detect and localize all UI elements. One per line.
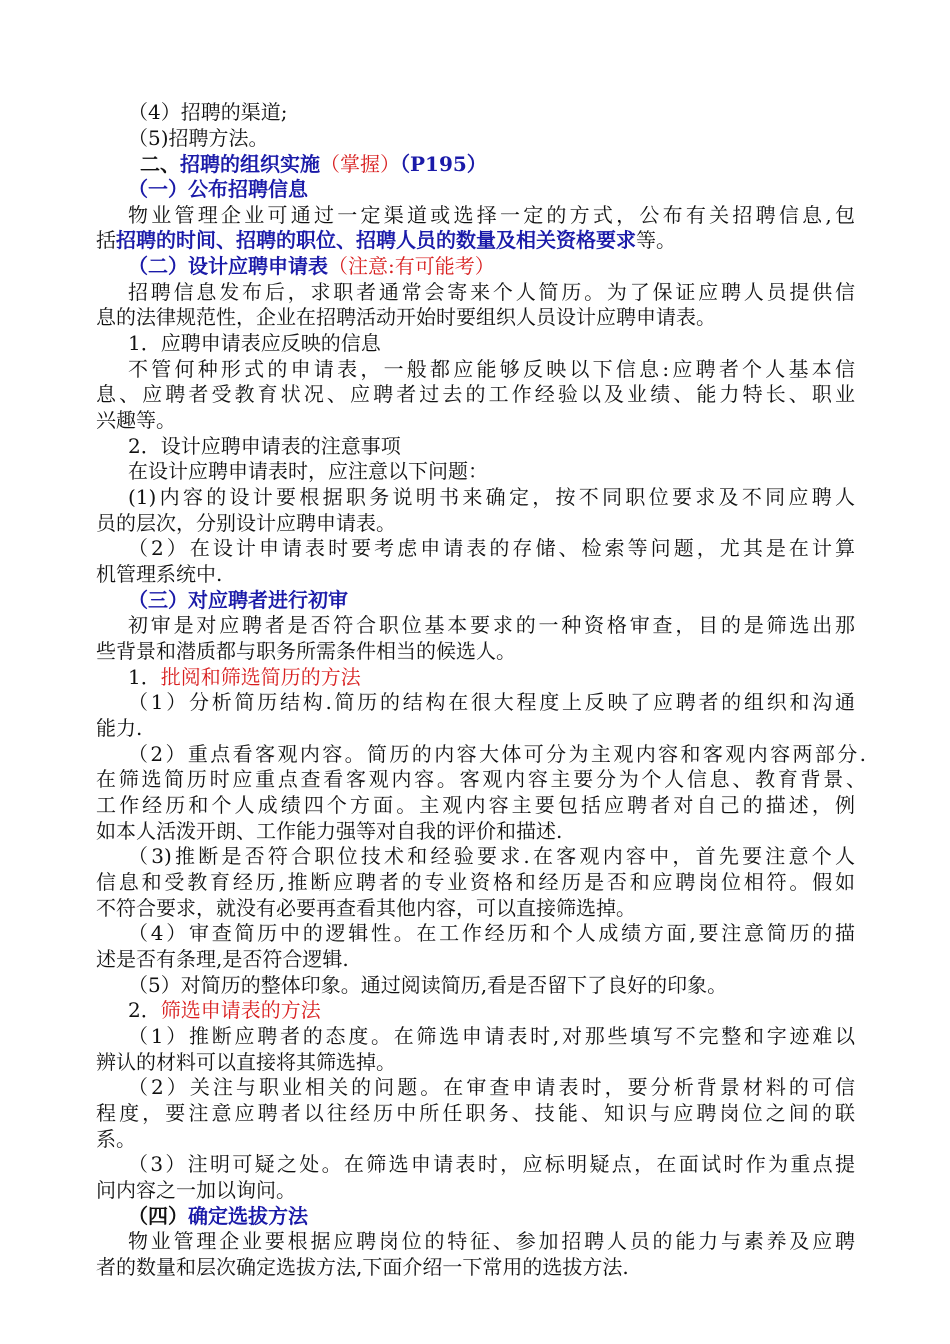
item-title: 批阅和筛选简历的方法 xyxy=(160,665,361,689)
paragraph-line: （3)推断是否符合职位技术和经验要求.在客观内容中，首先要注意个人 xyxy=(128,844,855,868)
paragraph-line: （2）重点看客观内容。简历的内容大体可分为主观内容和客观内容两部分. xyxy=(128,742,866,766)
paragraph-line: 在筛选简历时应重点查看客观内容。客观内容主要分为个人信息、教育背景、 xyxy=(96,767,866,791)
paragraph-line: 物业管理企业要根据应聘岗位的特征、参加招聘人员的能力与素养及应聘 xyxy=(128,1229,855,1253)
paragraph-line: （5）对简历的整体印象。通过阅读简历,看是否留下了良好的印象。 xyxy=(128,973,728,997)
paragraph-line: （2）关注与职业相关的问题。在审查申请表时，要分析背景材料的可信 xyxy=(128,1075,855,1099)
item-heading: 2．设计应聘申请表的注意事项 xyxy=(128,434,401,458)
highlight-text: 招聘的时间、招聘的职位、招聘人员的数量及相关资格要求 xyxy=(116,228,636,252)
page-reference: （P195） xyxy=(400,152,487,176)
section-number: 二、 xyxy=(140,152,180,176)
subheading-title: 确定选拔方法 xyxy=(188,1204,308,1228)
paragraph-line: 能力. xyxy=(96,716,143,740)
paragraph-line: 息的法律规范性，企业在招聘活动开始时要组织人员设计应聘申请表。 xyxy=(96,305,716,329)
paragraph-line: 不管何种形式的申请表，一般都应能够反映以下信息:应聘者个人基本信 xyxy=(128,357,855,381)
subheading-initial-review: （三）对应聘者进行初审 xyxy=(128,588,348,612)
paragraph-line: 些背景和潜质都与职务所需条件相当的候选人。 xyxy=(96,639,516,663)
text-span: 等。 xyxy=(636,228,676,252)
section-note: （掌握） xyxy=(320,152,400,176)
subheading-note: （注意:有可能考） xyxy=(328,254,495,278)
paragraph-line: 程度，要注意应聘者以往经历中所任职务、技能、知识与应聘岗位之间的联 xyxy=(96,1101,855,1125)
paragraph-line-highlight xyxy=(96,227,676,253)
paragraph-line: 在设计应聘申请表时，应注意以下问题： xyxy=(128,459,488,483)
paragraph-line: （3）注明可疑之处。在筛选申请表时，应标明疑点，在面试时作为重点提 xyxy=(128,1152,855,1176)
item-heading xyxy=(128,997,321,1023)
paragraph-line: 物业管理企业可通过一定渠道或选择一定的方式，公布有关招聘信息,包 xyxy=(128,203,855,227)
paragraph-line: 信息和受教育经历,推断应聘者的专业资格和经历是否和应聘岗位相符。假如 xyxy=(96,870,855,894)
item-heading xyxy=(128,664,361,690)
paragraph-line: （1）分析简历结构.简历的结构在很大程度上反映了应聘者的组织和沟通 xyxy=(128,690,855,714)
subheading-application-form xyxy=(128,253,495,279)
paragraph-line: 问内容之一加以询问。 xyxy=(96,1178,296,1202)
item-number: 1． xyxy=(128,665,161,689)
section-heading-2 xyxy=(140,151,487,177)
list-item-recruit-channel: （4）招聘的渠道; xyxy=(128,100,288,124)
paragraph-line: 初审是对应聘者是否符合职位基本要求的一种资格审查，目的是筛选出那 xyxy=(128,613,855,637)
paragraph-line: 不符合要求，就没有必要再查看其他内容，可以直接筛选掉。 xyxy=(96,896,636,920)
subheading-title: （二）设计应聘申请表 xyxy=(128,254,328,278)
paragraph-line: 员的层次，分别设计应聘申请表。 xyxy=(96,511,396,535)
paragraph-line: 辨认的材料可以直接将其筛选掉。 xyxy=(96,1050,396,1074)
paragraph-line: 息、应聘者受教育状况、应聘者过去的工作经验以及业绩、能力特长、职业 xyxy=(96,382,855,406)
subheading-number: （四） xyxy=(128,1204,188,1228)
paragraph-line: （1）推断应聘者的态度。在筛选申请表时,对那些填写不完整和字迹难以 xyxy=(128,1024,855,1048)
item-title: 筛选申请表的方法 xyxy=(160,998,321,1022)
text-span: 括 xyxy=(96,228,116,252)
paragraph-line: 述是否有条理,是否符合逻辑. xyxy=(96,947,349,971)
section-title: 招聘的组织实施 xyxy=(180,152,320,176)
subheading-selection-method xyxy=(128,1203,308,1229)
subheading-publish-info: （一）公布招聘信息 xyxy=(128,177,308,201)
paragraph-line: 招聘信息发布后，求职者通常会寄来个人简历。为了保证应聘人员提供信 xyxy=(128,280,855,304)
paragraph-line: 者的数量和层次确定选拔方法,下面介绍一下常用的选拔方法. xyxy=(96,1255,629,1279)
paragraph-line: 工作经历和个人成绩四个方面。主观内容主要包括应聘者对自己的描述，例 xyxy=(96,793,855,817)
paragraph-line: （4）审查简历中的逻辑性。在工作经历和个人成绩方面,要注意简历的描 xyxy=(128,921,855,945)
paragraph-line: 系。 xyxy=(96,1127,136,1151)
paragraph-line: 兴趣等。 xyxy=(96,408,176,432)
list-item-recruit-method: （5)招聘方法。 xyxy=(128,126,269,150)
item-heading: 1．应聘申请表应反映的信息 xyxy=(128,331,381,355)
paragraph-line: 机管理系统中. xyxy=(96,562,223,586)
item-number: 2． xyxy=(128,998,161,1022)
paragraph-line: (1)内容的设计要根据职务说明书来确定，按不同职位要求及不同应聘人 xyxy=(128,485,855,509)
paragraph-line: 如本人活泼开朗、工作能力强等对自我的评价和描述. xyxy=(96,819,563,843)
paragraph-line: （2）在设计申请表时要考虑申请表的存储、检索等问题，尤其是在计算 xyxy=(128,536,855,560)
